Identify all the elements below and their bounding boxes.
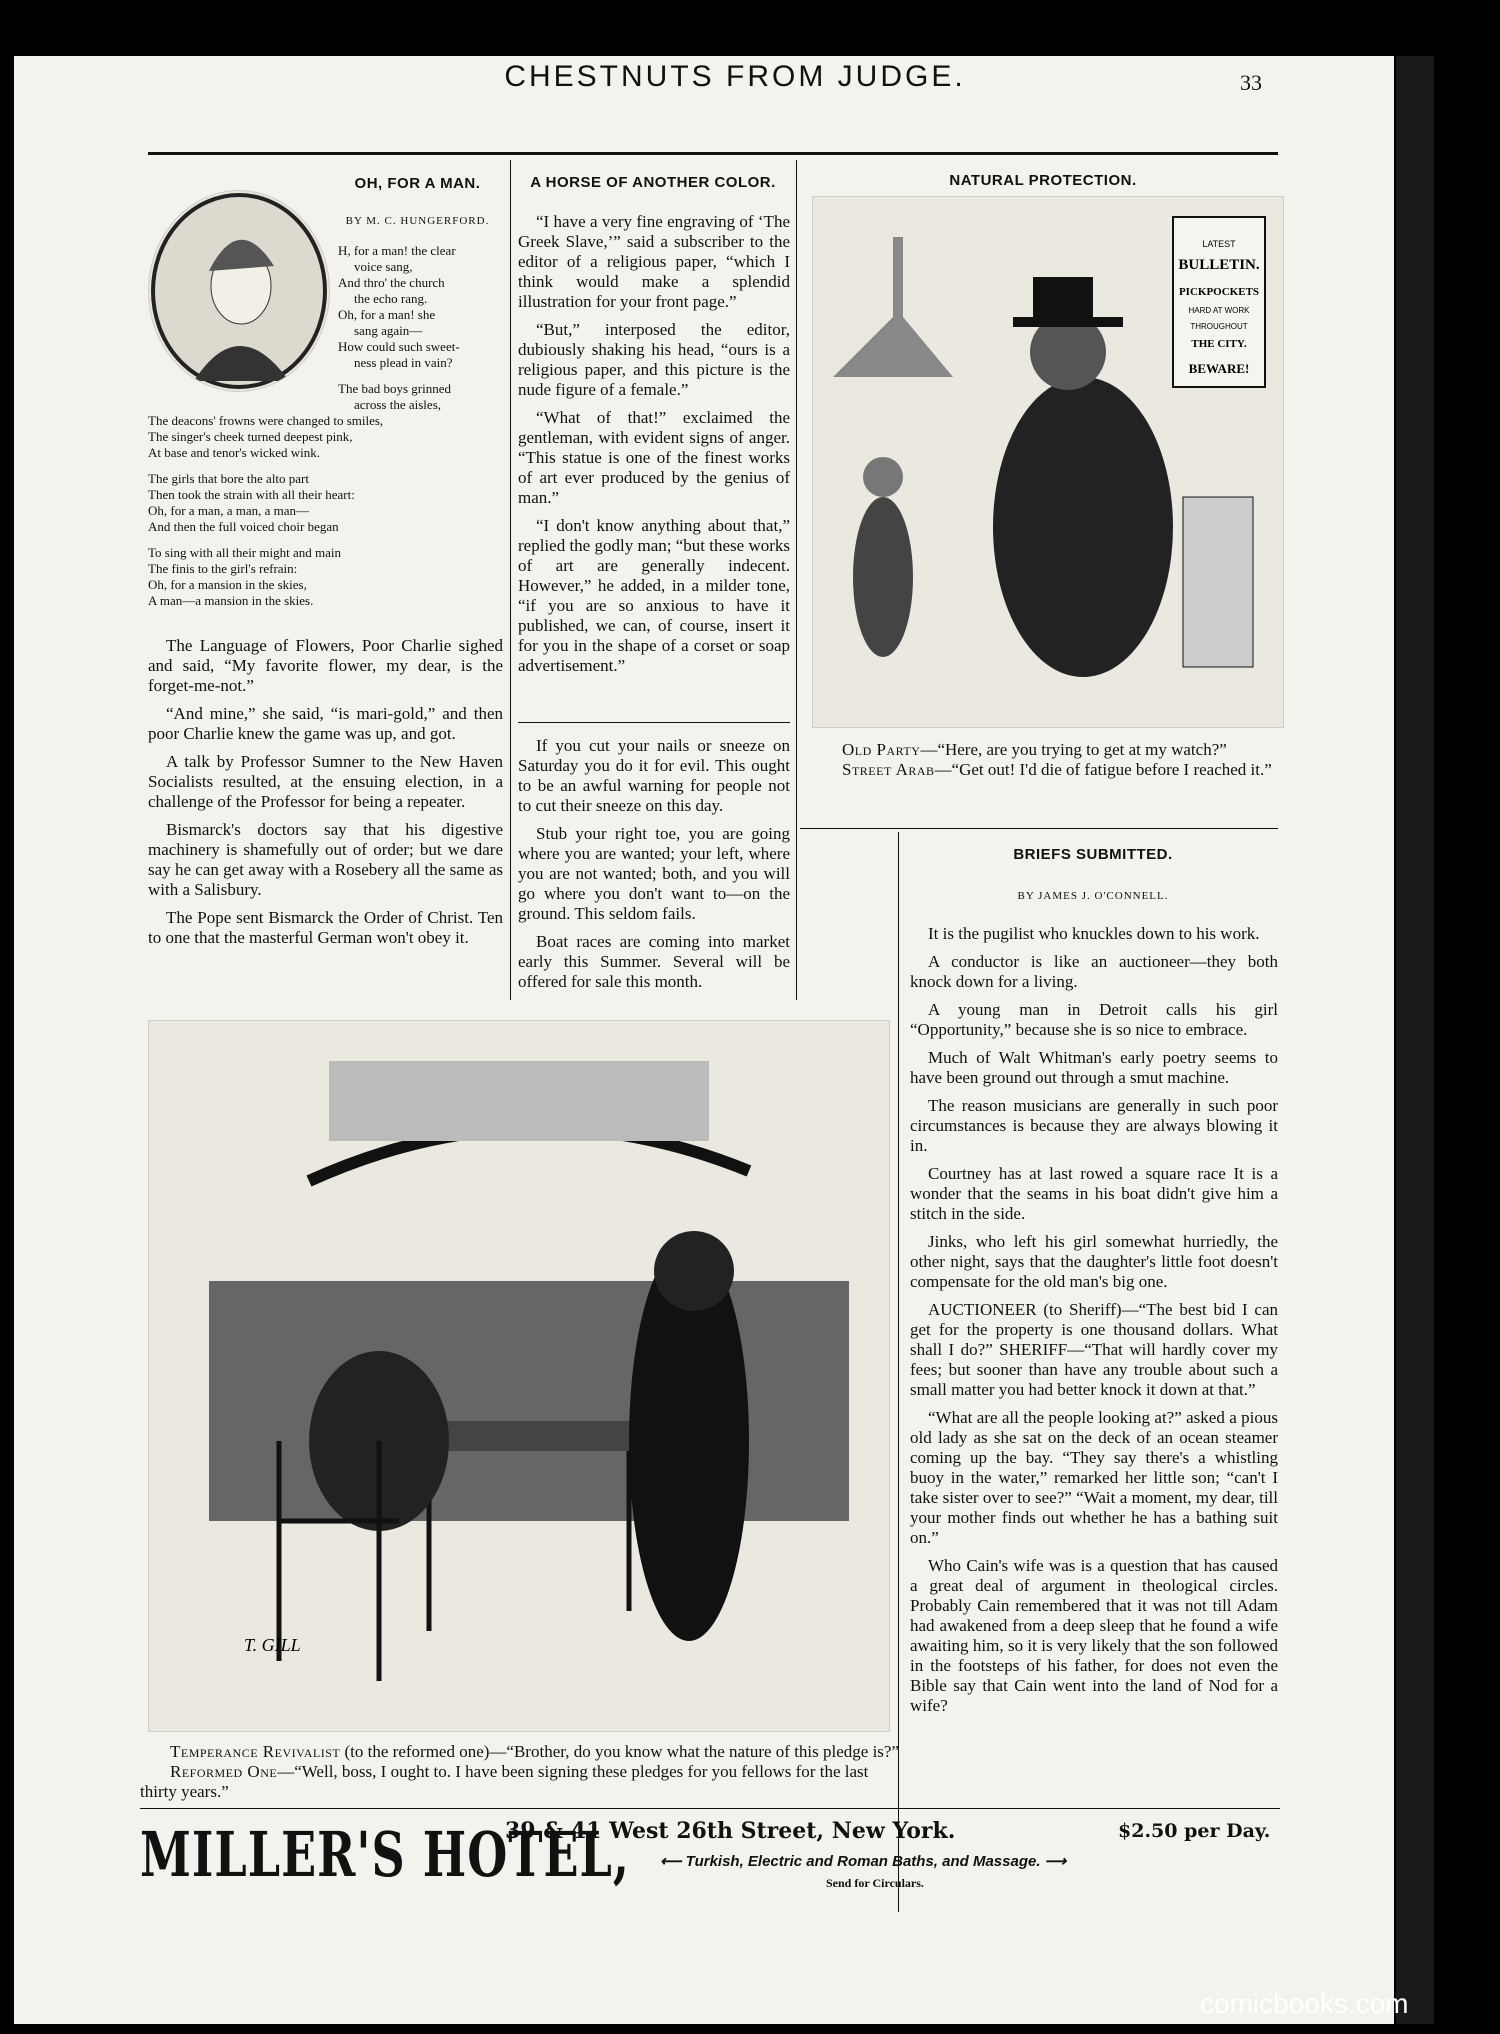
section-rule [800, 828, 1278, 829]
poem-line: A man—a mansion in the skies. [148, 593, 314, 608]
section-rule [518, 722, 790, 723]
paragraph: The reason musicians are generally in such poor circumstances is because they are always blowing it in. [910, 1096, 1278, 1155]
paragraph: If you cut your nails or sneeze on Saturday you do it for evil. This ought to be an awful warning for people not to cut their sneeze on this day. [518, 736, 790, 815]
cartoon-caption-2 [140, 1742, 900, 1802]
ad-rule [140, 1808, 1280, 1809]
sign-line: BEWARE! [1188, 361, 1250, 376]
speaker: Old Party [842, 740, 921, 759]
col2-article [518, 212, 790, 684]
paragraph: “I don't know anything about that,” replied the godly man; “but these works of art are generally indecent. However,” he added, in a milder tone, “if you are so anxious to have it published, we can, of course, insert it for you in the shape of a corset or soap advertisement.” [518, 516, 790, 675]
paragraph: A talk by Professor Sumner to the New Haven Socialists resulted, at the ensuing election, in a challenge of the Professor for being a repeater. [148, 752, 503, 811]
briefs-body [910, 924, 1278, 1724]
column-rule [796, 160, 797, 1000]
briefs-byline: BY JAMES J. O'CONNELL. [1017, 890, 1169, 902]
speech: —“Well, boss, I ought to. I have been signing these pledges for you fellows for the last thirty years.” [140, 1762, 869, 1801]
paragraph: It is the pugilist who knuckles down to his work. [928, 924, 1260, 943]
paragraph: The Language of Flowers, Poor Charlie sighed and said, “My favorite flower, my dear, is the forget-me-not.” [148, 636, 503, 695]
sign-line: THE CITY. [1191, 338, 1247, 350]
poem-line: ness plead in vain? [354, 355, 453, 370]
paragraph: A young man in Detroit calls his girl “Opportunity,” because she is so nice to embrace. [910, 1000, 1278, 1039]
paragraph: A conductor is like an auctioneer—they both knock down for a living. [910, 952, 1278, 991]
poem-line: And thro' the church [338, 275, 445, 290]
sign-line: THROUGHOUT [1190, 322, 1248, 331]
hotel-services: ⟵ Turkish, Electric and Roman Baths, and Massage. ⟶ [660, 1853, 1067, 1870]
speaker: Street Arab [842, 760, 935, 779]
col1-paragraphs [148, 636, 503, 956]
hotel-address: 39 & 41 West 26th Street, New York. [505, 1818, 956, 1844]
paragraph: “What are all the people looking at?” asked a pious old lady as she sat on the deck of an ocean steamer coming up the bay. “They say there's a whistling buoy in the water,” remarked her little son; “can't I take sister over to see?” “Wait a moment, my dear, till your mother finds out whether he has a bathing suit on.” [910, 1408, 1278, 1547]
speaker: Reformed One [170, 1762, 278, 1781]
poem-title: OH, FOR A MAN. [354, 175, 481, 192]
poem-line: The finis to the girl's refrain: [148, 561, 298, 576]
hotel-note: Send for Circulars. [826, 1876, 924, 1890]
sign-line: HARD AT WORK [1188, 306, 1250, 315]
paragraph: Bismarck's doctors say that his digestive machinery is shamefully out of order; but we dare say he can get away with a Rosebery all the same as with a Salisbury. [148, 820, 503, 899]
cartoon-title: NATURAL PROTECTION. [949, 172, 1137, 189]
poem-line: To sing with all their might and main [148, 545, 341, 560]
briefs-title: BRIEFS SUBMITTED. [1013, 846, 1173, 863]
poem-byline: BY M. C. HUNGERFORD. [345, 215, 490, 227]
paragraph: “But,” interposed the editor, dubiously shaking his head, “ours is a religious paper, and this picture is the nude figure of a female.” [518, 320, 790, 399]
cartoon-caption [812, 740, 1282, 780]
paragraph: The Pope sent Bismarck the Order of Christ. Ten to one that the masterful German won't obey it. [148, 908, 503, 947]
speech: —“Here, are you trying to get at my watch?” [920, 740, 1227, 759]
article-title: A HORSE OF ANOTHER COLOR. [530, 174, 776, 191]
poem-line: At base and tenor's wicked wink. [148, 445, 321, 460]
poem-line: The singer's cheek turned deepest pink, [148, 429, 353, 444]
paragraph: Stub your right toe, you are going where you are wanted; your left, where you are not wanted; both, and you will go where you don't want to—on the ground. This seldom fails. [518, 824, 790, 923]
speech: —“Get out! I'd die of fatigue before I reached it.” [934, 760, 1272, 779]
caption-line [140, 1742, 900, 1762]
hotel-name: MILLER'S HOTEL, [140, 1818, 630, 1891]
caption-line [140, 1762, 900, 1802]
poem-line: Oh, for a man, a man, a man— [148, 503, 310, 518]
header-rule [148, 152, 1278, 155]
paragraph: “I have a very fine engraving of ‘The Greek Slave,’” said a subscriber to the editor of a religious paper, “which I think would make a splendid illustration for your front page.” [518, 212, 790, 311]
poem-line: across the aisles, [354, 397, 442, 412]
sign-line: LATEST [1202, 239, 1236, 249]
poem-line: sang again— [354, 323, 423, 338]
page-binding [1396, 56, 1434, 2024]
poem-line: And then the full voiced choir began [148, 519, 339, 534]
page-header: CHESTNUTS FROM JUDGE. [504, 60, 966, 93]
watermark: comicbooks.com [1200, 1988, 1409, 2019]
speaker: Temperance Revivalist [170, 1742, 341, 1761]
paragraph: “And mine,” she said, “is mari-gold,” and then poor Charlie knew the game was up, and got. [148, 704, 503, 743]
sign-line: PICKPOCKETS [1178, 286, 1260, 298]
paragraph: Boat races are coming into market early this Summer. Several will be offered for sale this month. [518, 932, 790, 991]
caption-line [812, 760, 1282, 780]
page-number: 33 [1240, 70, 1262, 95]
paragraph: Courtney has at last rowed a square race It is a wonder that the seams in his boat didn't give him a stitch in the side. [910, 1164, 1278, 1223]
paragraph: Much of Walt Whitman's early poetry seems to have been ground out through a smut machine. [910, 1048, 1278, 1087]
hotel-price: $2.50 per Day. [1118, 1820, 1271, 1842]
caption-line [812, 740, 1282, 760]
poem-line: the echo rang. [354, 291, 428, 306]
cartoon-illustration [812, 196, 1284, 728]
paragraph: AUCTIONEER (to Sheriff)—“The best bid I can get for the property is one thousand dollars. What shall I do?” SHERIFF—“That will hardly cover my fees; but sooner than have any trouble about such a small matter you had better knock it down at that.” [910, 1300, 1278, 1399]
poem-line: H, for a man! the clear [338, 243, 456, 258]
poem-line: The bad boys grinned [338, 381, 452, 396]
poem-line: Then took the strain with all their heart: [148, 487, 355, 502]
poem-line: Oh, for a man! she [338, 307, 436, 322]
paragraph: “What of that!” exclaimed the gentleman, with evident signs of anger. “This statue is one of the finest works of art ever produced by the genius of man.” [518, 408, 790, 507]
poem-line: The girls that bore the alto part [148, 471, 310, 486]
column-rule [510, 160, 511, 1000]
poem-body [148, 243, 508, 609]
speech: (to the reformed one)—“Brother, do you know what the nature of this pledge is?” [340, 1742, 899, 1761]
poem-line: Oh, for a mansion in the skies, [148, 577, 307, 592]
paragraph: Who Cain's wife was is a question that has caused a great deal of argument in theological circles. Probably Cain remembered that it was not till Adam had awakened from a deep sleep that he found a wife awaiting him, so it is very likely that the son followed in the footsteps of his father, for does not even the Bible say that Cain went into the land of Nod for a wife? [910, 1556, 1278, 1715]
col2-paragraphs [518, 736, 790, 1000]
poem-line: The deacons' frowns were changed to smiles, [148, 413, 384, 428]
cartoon-illustration-2 [148, 1020, 890, 1732]
artist-signature: T. GILL [244, 1635, 301, 1655]
poem-line: voice sang, [354, 259, 413, 274]
hotel-services-text: Turkish, Electric and Roman Baths, and Massage. [685, 1853, 1041, 1870]
poem-line: How could such sweet- [338, 339, 460, 354]
sign-line: BULLETIN. [1178, 257, 1260, 273]
paragraph: Jinks, who left his girl somewhat hurriedly, the other night, says that the daughter's little foot doesn't compensate for the old man's big one. [910, 1232, 1278, 1291]
